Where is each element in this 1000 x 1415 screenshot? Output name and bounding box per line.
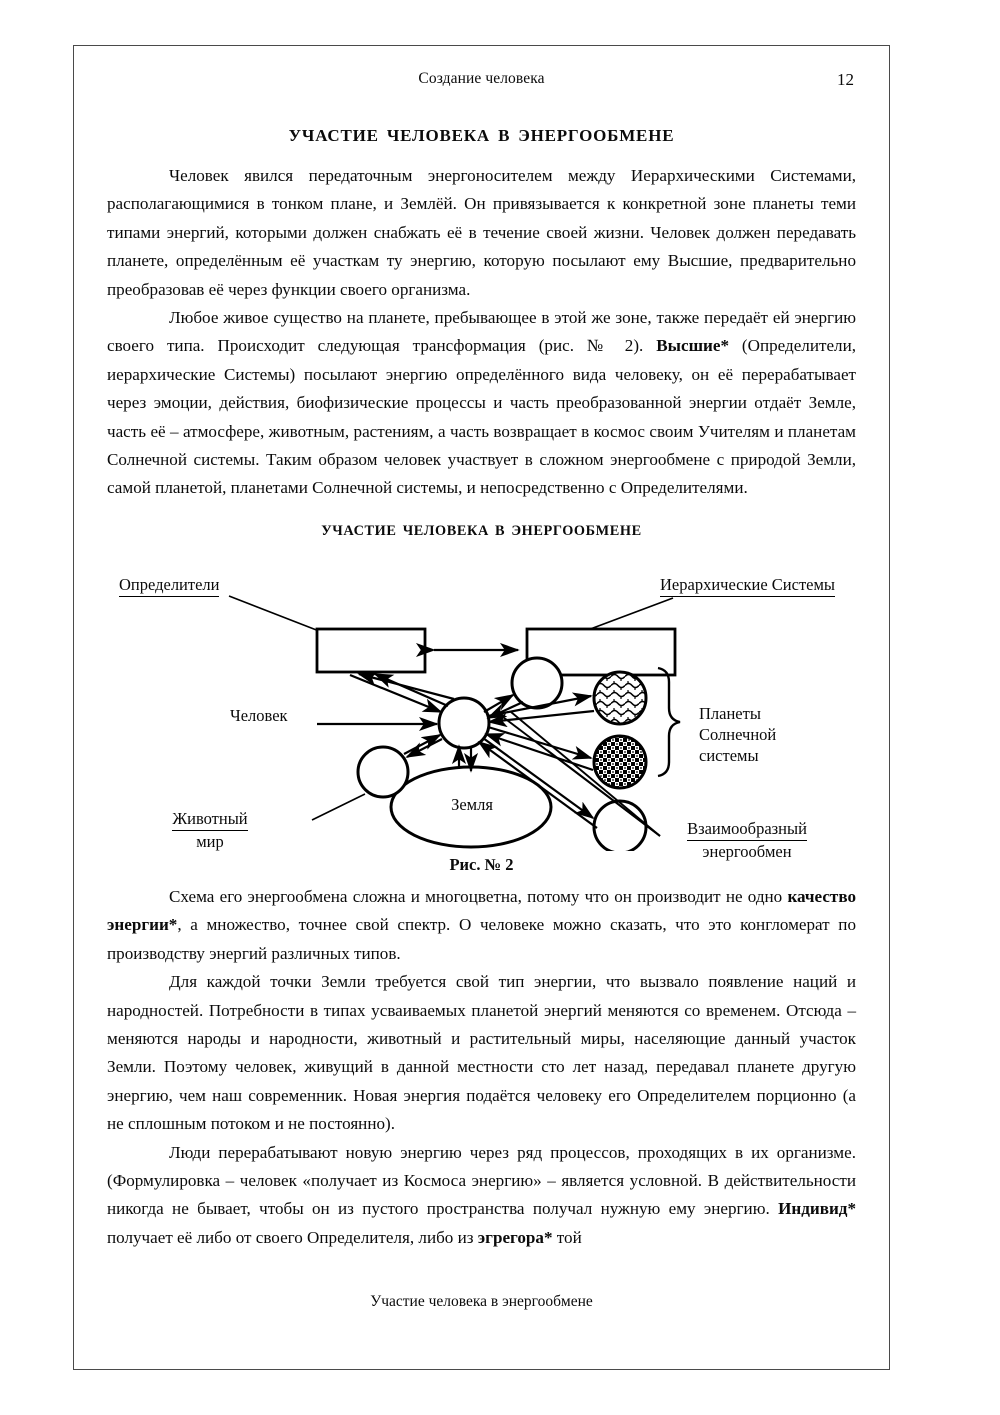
- body-text: Для каждой точки Земли требуется свой тип энергии, что вызвало появление наций и народностей. Потребности в типах усваиваемых планетой энергий меняются со временем. Отсюда – меняются народы и народности, животный и растительный миры, населяющие данный участок Земли. Поэтому человек, живущий в данной местности сто лет назад, передавал планете другую энергию, чем наш современник. Новая энергия подаётся человеку его Определителем порционно (а не сплошным потоком и не постоянно).: [107, 972, 856, 1134]
- paragraph: [107, 162, 856, 304]
- page-sheet: [73, 45, 890, 1370]
- figure-label-planety-solnechnoy-sistemy: Планеты Солнечной системы: [699, 703, 777, 765]
- figure-label-vzaimoobraznyy-energoobmen: Взаимообразный энергообмен: [687, 818, 807, 861]
- paragraph: [107, 1139, 856, 1253]
- body-text: Любое живое существо на планете, пребывающее в этой же зоне, также передаёт ей энергию своего типа. Происходит следующая трансформация (рис. № 2).: [107, 308, 856, 356]
- paragraph: [107, 883, 856, 968]
- emphasis-text: эгрегора*: [477, 1227, 553, 1247]
- planet-2: [594, 736, 646, 788]
- body-text: Люди перерабатывают новую энергию через ряд процессов, проходящих в их организме. (Формулировка – человек «получает из Космоса энергию» – является условной. В действительности никогда не бывает, чтобы он из пустого пространства получал нужную ему энергию.: [107, 1142, 856, 1219]
- running-footer: Участие человека в энергообмене: [370, 1293, 593, 1310]
- arrow-opredeliteli-to-chelovek: [350, 675, 441, 712]
- figure-label-ierarhicheskie-sistemy: Иерархические Системы: [660, 574, 835, 597]
- opredeliteli-box: [317, 629, 425, 672]
- emphasis-text: Высшие*: [656, 336, 729, 356]
- running-header-title: Создание человека: [418, 70, 545, 87]
- page-title: УЧАСТИЕ ЧЕЛОВЕКА В ЭНЕРГООБМЕНЕ: [288, 126, 675, 145]
- figure: [107, 523, 856, 875]
- leader-opredeliteli: [229, 596, 319, 631]
- running-header: [107, 70, 856, 104]
- figure-label-zemlya: Земля: [451, 794, 493, 814]
- figure-label-zhivotnyy-mir: Животный мир: [172, 808, 248, 851]
- planet-1: [594, 672, 646, 724]
- figure-title: УЧАСТИЕ ЧЕЛОВЕКА В ЭНЕРГООБМЕНЕ: [321, 522, 642, 539]
- body-text: Схема его энергообмена сложна и многоцветна, потому что он производит не одно: [169, 886, 788, 906]
- arrow-chelovek-to-zhivotnyy: [407, 739, 442, 757]
- paragraph: [107, 304, 856, 503]
- figure-label-opredeliteli: Определители: [119, 574, 219, 597]
- leader-ierarhicheskie: [585, 598, 673, 631]
- body-text: той: [552, 1227, 582, 1247]
- planet-3: [594, 801, 646, 851]
- body-text: Человек явился передаточным энергоносителем между Иерархическими Системами, располагающимися в тонком плане, и Землёй. Он привязывается к конкретной зоне планеты теми типами энергий, которыми должен снабжать её в течение своей жизни. Человек должен передавать планете, определённым её участкам ту энергию, которую посылают ему Высшие, предварительно преобразовав её через функции своего организма.: [107, 166, 856, 299]
- arrow-chelovek-to-opredeliteli-b: [359, 674, 454, 699]
- page-content: [74, 46, 889, 1369]
- figure-canvas: [107, 546, 858, 861]
- figure-caption: Рис. № 2: [449, 854, 514, 874]
- arrow-zhivotnyy-to-chelovek: [404, 735, 440, 754]
- leader-zhivotnyy-mir: [312, 794, 365, 820]
- body-text: получает её либо от своего Определителя, либо из: [107, 1227, 478, 1247]
- zhivotnyy-mir-node: [358, 747, 408, 797]
- paragraph: [107, 968, 856, 1138]
- body-text: , а множество, точнее свой спектр. О человеке можно сказать, что это конгломерат по производству энергий различных типов.: [107, 915, 856, 963]
- planets-brace: [658, 668, 680, 776]
- body-text: (Определители, иерархические Системы) посылают энергию определённого вида человеку, он её перерабатывает через эмоции, действия, биофизические процессы и часть преобразованной энергии отдаёт Земле, часть её – атмосфере, животным, растениям, а часть возвращает в космос своим Учителям и планетам Солнечной системы. Таким образом человек участвует в сложном энергообмене с природой Земли, самой планетой, планетами Солнечной системы, и непосредственно с Определителями.: [107, 336, 856, 498]
- emphasis-text: качество энергии*: [107, 886, 856, 935]
- emphasis-text: Индивид*: [778, 1199, 856, 1219]
- figure-label-chelovek: Человек: [230, 705, 288, 725]
- page-number: 12: [837, 70, 854, 89]
- atmosphere-node: [512, 658, 562, 708]
